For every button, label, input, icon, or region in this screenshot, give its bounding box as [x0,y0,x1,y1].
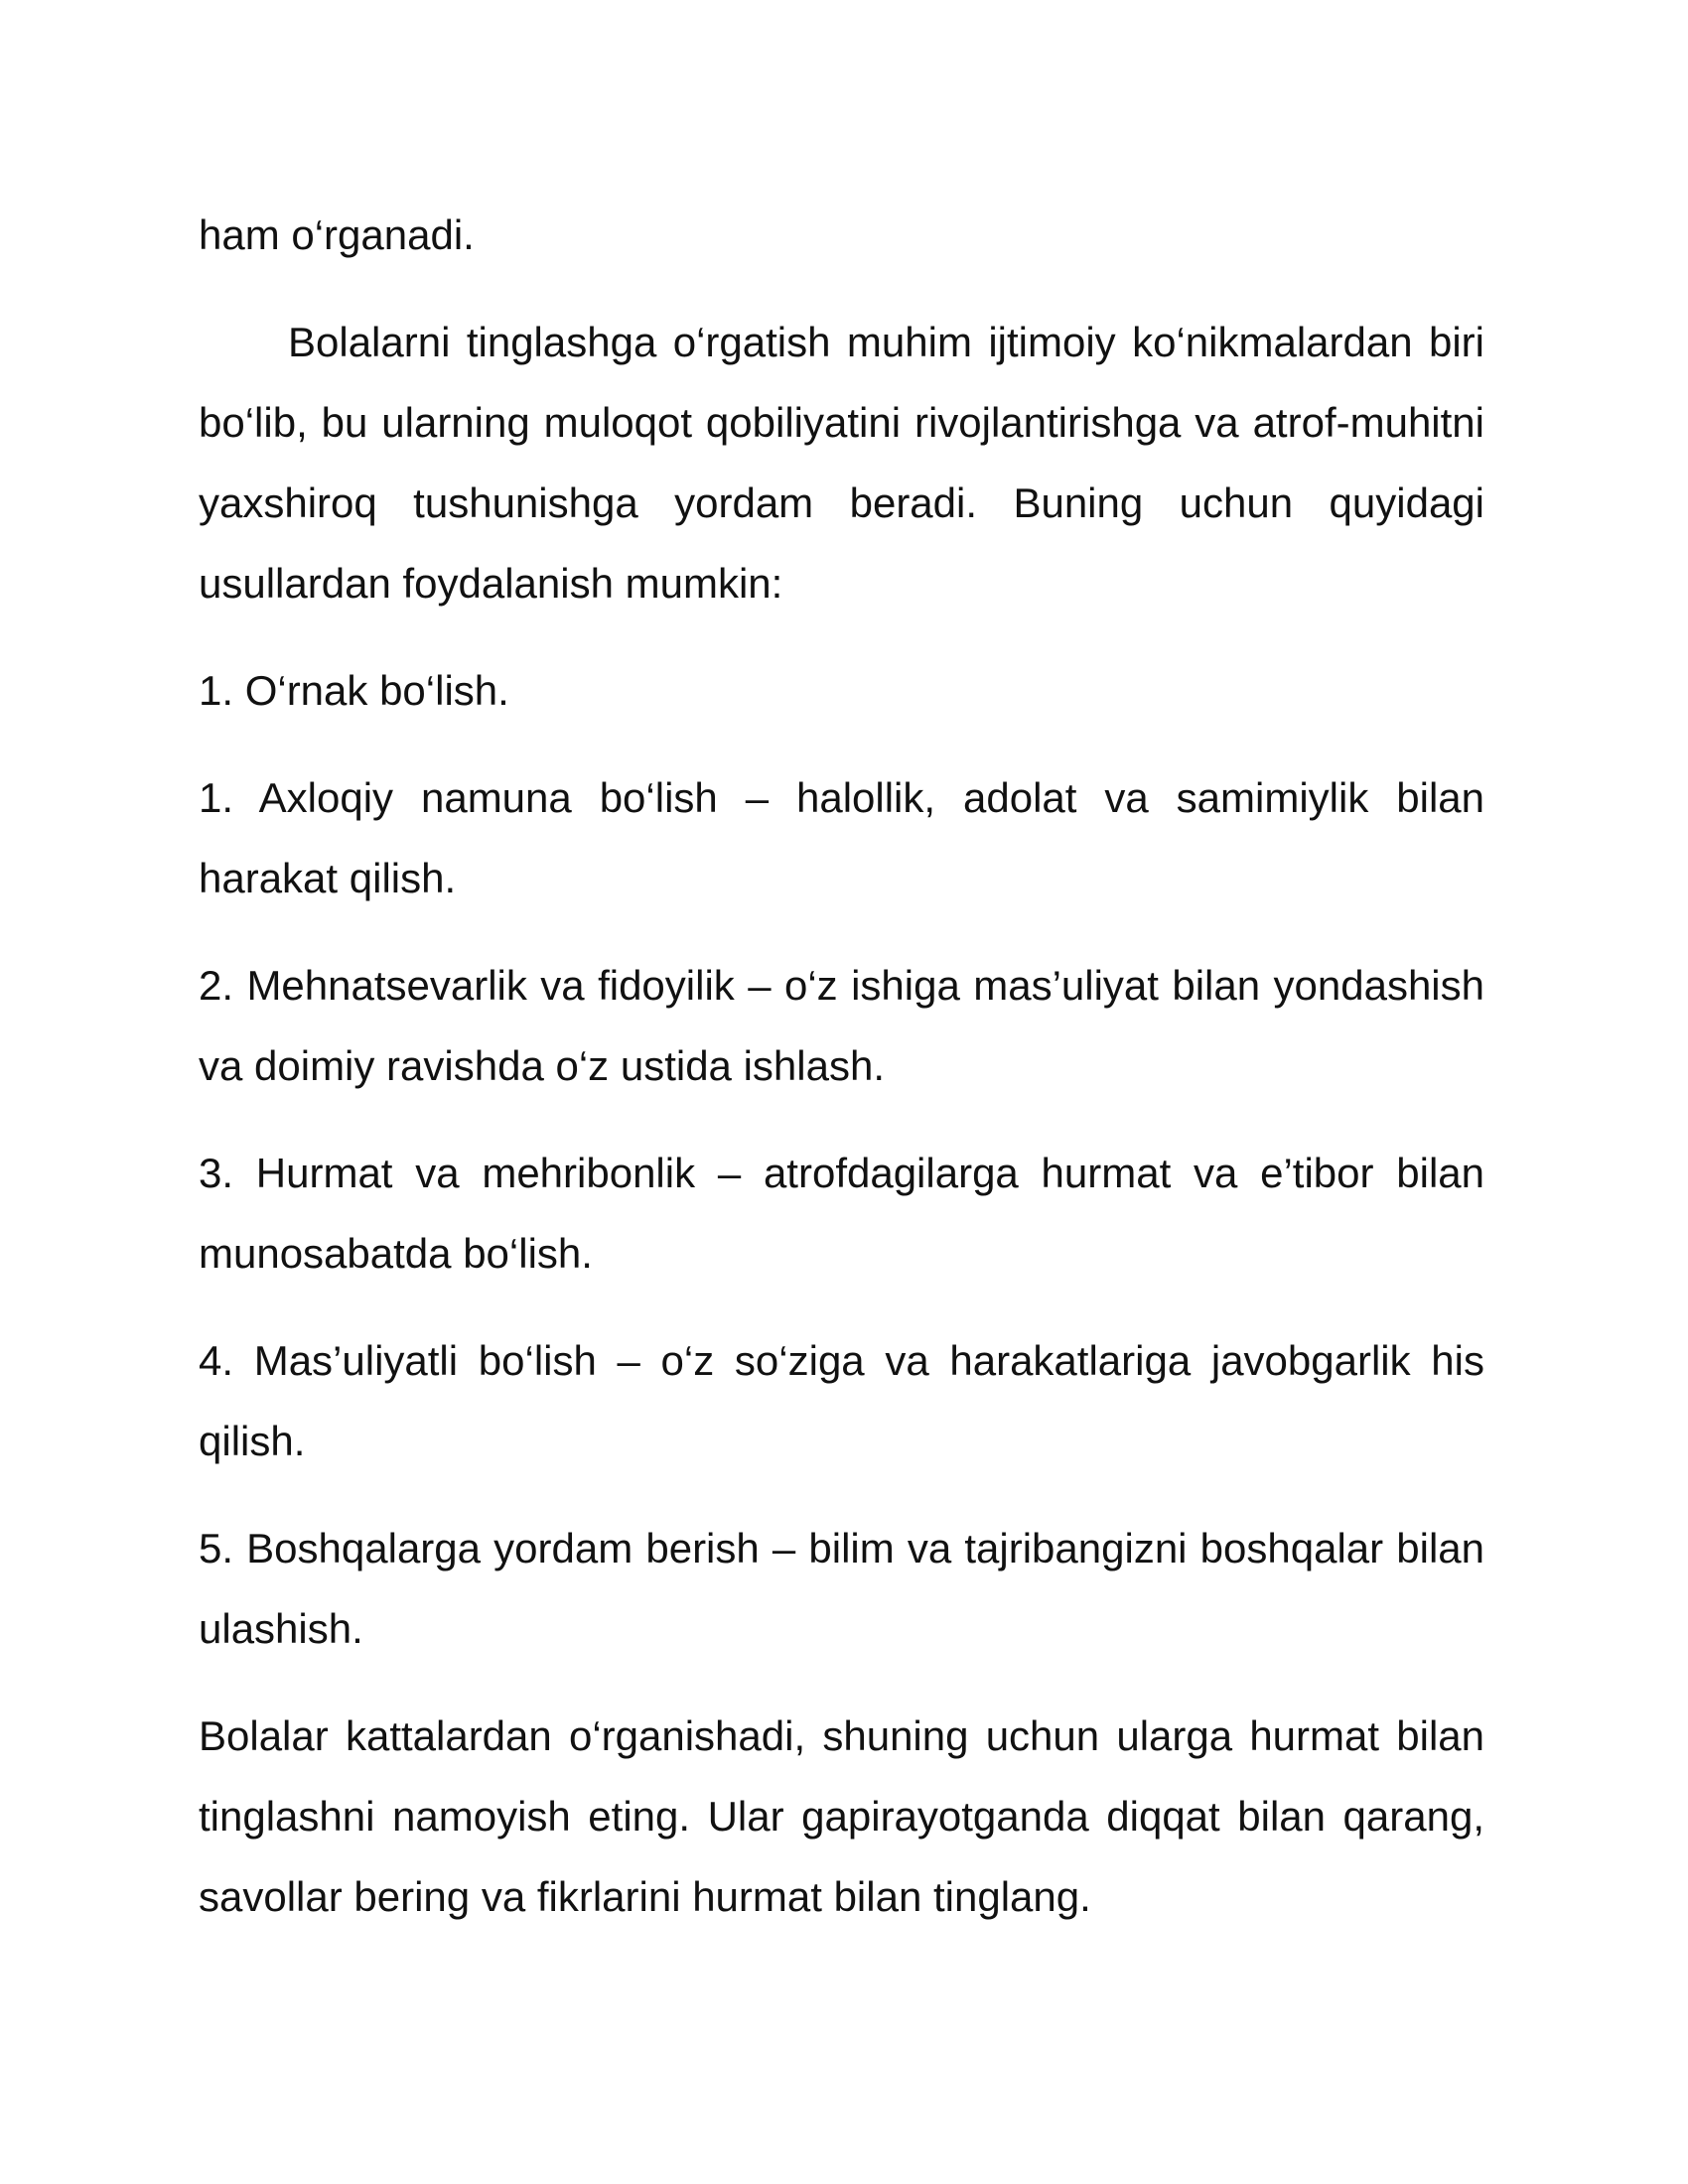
paragraph-continuation: ham o‘rganadi. [199,211,475,258]
list-heading: 1. O‘rnak bo‘lish. [199,667,509,714]
document-page [199,195,1484,1964]
list-item-5: 5. Boshqalarga yordam berish – bilim va tajribangizni boshqalar bilan ulashish. [199,1525,1484,1652]
list-item-2: 2. Mehnatsevarlik va fidoyilik – o‘z ishiga mas’uliyat bilan yondashish va doimiy ravishda o‘z ustida ishlash. [199,962,1484,1089]
paragraph-intro: Bolalarni tinglashga o‘rgatish muhim ijtimoiy ko‘nikmalardan biri bo‘lib, bu ularning muloqot qobiliyatini rivojlantirishga va atrof-muhitni yaxshiroq tushunishga yordam beradi. Buning uchun quyidagi usullardan foydalanish mumkin: [199,319,1484,607]
list-item-4: 4. Mas’uliyatli bo‘lish – o‘z so‘ziga va harakatlariga javobgarlik his qilish. [199,1337,1484,1464]
list-item-3: 3. Hurmat va mehribonlik – atrofdagilarga hurmat va e’tibor bilan munosabatda bo‘lish. [199,1150,1484,1277]
paragraph-closing: Bolalar kattalardan o‘rganishadi, shuning uchun ularga hurmat bilan tinglashni namoyish eting. Ular gapirayotganda diqqat bilan qarang, savollar bering va fikrlarini hurmat bilan tinglang. [199,1712,1484,1920]
list-item-1: 1. Axloqiy namuna bo‘lish – halollik, adolat va samimiylik bilan harakat qilish. [199,774,1484,901]
